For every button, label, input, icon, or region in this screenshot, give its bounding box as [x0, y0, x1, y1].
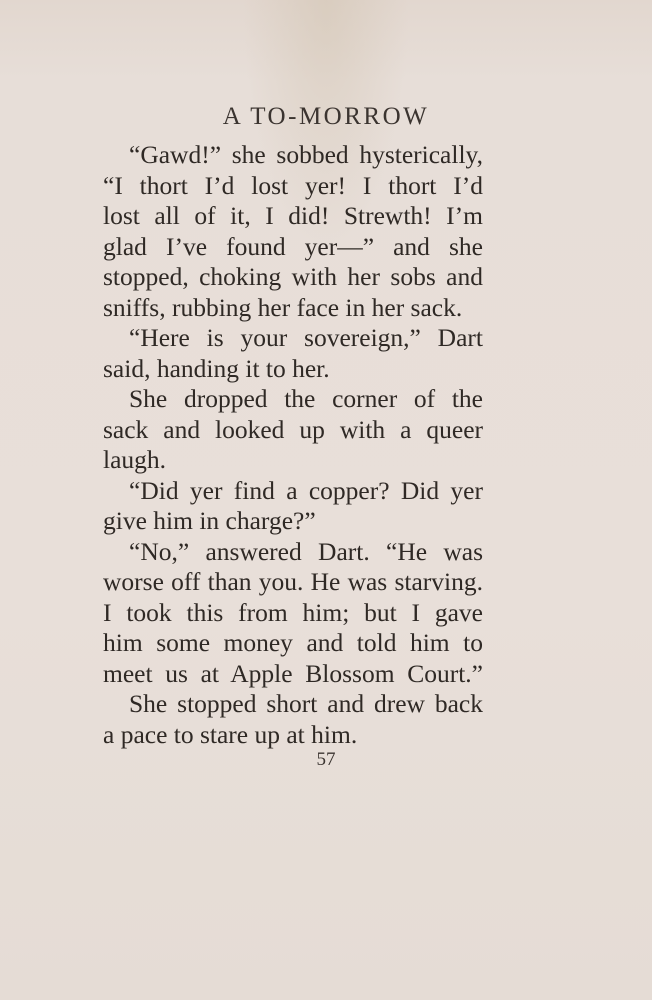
text-line: give him in charge?”	[103, 506, 316, 535]
text-line: lost all of it, I did! Strewth! I’m	[103, 201, 483, 230]
text-line: She dropped the corner of the	[129, 384, 483, 413]
text-line: sniffs, rubbing her face in her sack.	[103, 292, 463, 322]
text-line: him some money and told him to	[103, 628, 483, 657]
text-line: glad I’ve found yer—” and she	[103, 231, 483, 261]
text-line: laugh.	[103, 445, 167, 474]
page-number: 57	[316, 749, 336, 770]
text-line: “Gawd!” she sobbed hysterically,	[129, 140, 483, 169]
text-line: a pace to stare up at him.	[103, 719, 358, 749]
text-line: “Did yer find a copper? Did yer	[129, 475, 483, 505]
text-line: stopped, choking with her sobs and	[103, 262, 483, 291]
text-line: I took this from him; but I gave	[103, 597, 483, 627]
text-line: meet us at Apple Blossom Court.”	[103, 658, 483, 688]
text-line: She stopped short and drew back	[129, 689, 483, 718]
text-line: worse off than you. He was starving.	[103, 567, 483, 596]
body-text	[103, 140, 483, 750]
text-line: “Here is your sovereign,” Dart	[129, 323, 483, 352]
running-head: A TO-MORROW	[222, 103, 430, 130]
text-line: sack and looked up with a queer	[103, 414, 483, 444]
text-line: “No,” answered Dart. “He was	[129, 536, 483, 566]
text-line: said, handing it to her.	[103, 353, 330, 383]
text-line: “I thort I’d lost yer! I thort I’d	[103, 170, 483, 200]
